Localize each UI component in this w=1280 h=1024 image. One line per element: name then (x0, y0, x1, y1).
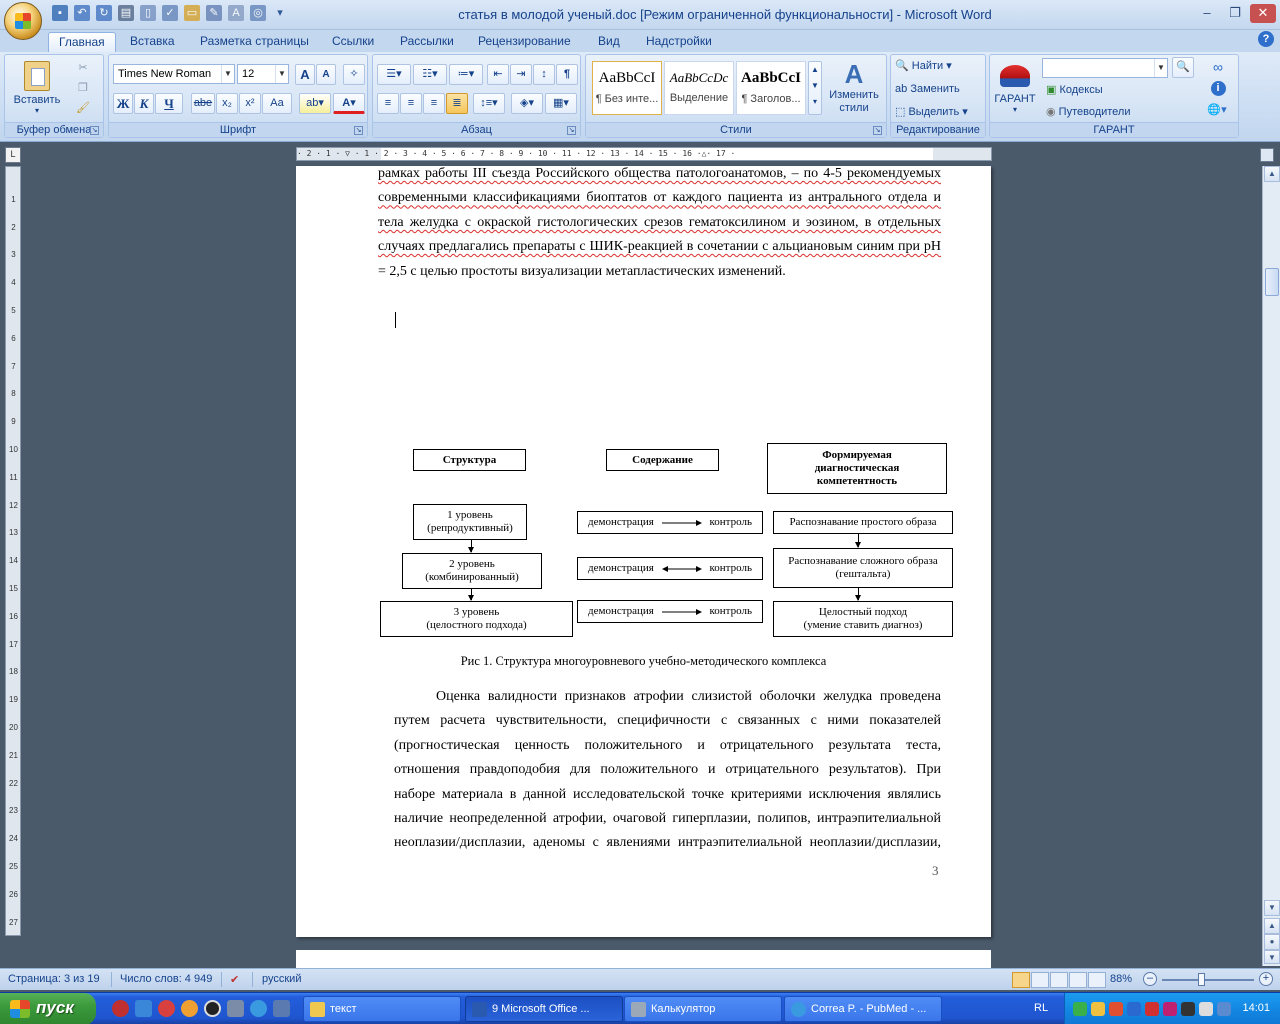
status-language[interactable]: русский (262, 973, 302, 985)
open-icon[interactable]: ▭ (184, 5, 200, 21)
ribbon-tabs (0, 30, 1280, 52)
vertical-ruler-tick: 8 (11, 389, 16, 399)
numbering-icon[interactable]: ☷▾ (413, 64, 447, 85)
style-name: ¶ Заголов... (741, 93, 801, 105)
tab-review[interactable]: Рецензирование (478, 34, 571, 48)
shading-icon[interactable]: ◈▾ (511, 93, 543, 114)
window-controls (1194, 4, 1276, 23)
spelling-icon[interactable]: ✓ (162, 5, 178, 21)
paste-icon (24, 61, 50, 91)
text-line: тела желудка с окраской гистологических срезов гематоксилином и эозином, в отдельных (378, 214, 941, 230)
draft-view-icon[interactable] (1088, 972, 1106, 988)
vertical-ruler-tick: 3 (11, 250, 16, 260)
text-line: наличие неопределенной атрофии, очаговой гиперплазии, полипов, интраэпителиальной (394, 811, 941, 827)
text-line: Оценка валидности признаков атрофии слизистой оболочки желудка проведена (436, 689, 941, 704)
styles-launcher-icon[interactable]: ↘ (874, 127, 881, 134)
competence-subtitle: (умение ставить диагноз) (803, 619, 923, 631)
arrow-right-icon (662, 608, 702, 616)
scroll-up-icon[interactable]: ▲ (1264, 166, 1280, 182)
vertical-ruler-tick: 22 (9, 778, 18, 788)
borders-icon[interactable]: ▦▾ (545, 93, 577, 114)
language-indicator[interactable]: RL (1034, 1002, 1049, 1014)
content-left: демонстрация (588, 605, 654, 617)
tab-mailings[interactable]: Рассылки (400, 34, 454, 48)
style-name: Выделение (669, 92, 729, 104)
help-icon[interactable]: ? (1258, 31, 1274, 47)
status-bar (0, 968, 1280, 990)
print-icon[interactable]: ▤ (118, 5, 134, 21)
competence-subtitle: (гештальта) (835, 568, 891, 580)
vertical-ruler-tick: 19 (9, 695, 18, 705)
windows-logo-icon (10, 1000, 30, 1018)
style-sample: AaBbCcI (598, 70, 656, 86)
replace-icon: ab (895, 83, 908, 95)
cut-icon[interactable]: ✂ (78, 62, 88, 74)
view-ruler-icon[interactable] (1260, 148, 1274, 162)
garant-group-label: ГАРАНТ (990, 122, 1238, 137)
clipboard-launcher-icon[interactable]: ↘ (91, 127, 98, 134)
paragraph-bottom (394, 685, 941, 856)
tab-insert[interactable]: Вставка (130, 34, 175, 48)
bold-button[interactable]: Ж (113, 93, 133, 114)
browse-object-icon[interactable]: ● (1264, 934, 1280, 950)
guides-icon: ◉ (1046, 106, 1056, 118)
word-icon (472, 1002, 487, 1017)
content-left: демонстрация (588, 562, 654, 574)
format-icon[interactable]: A (228, 5, 244, 21)
vertical-ruler-tick: 5 (11, 306, 16, 315)
previous-page-icon[interactable]: ▲ (1264, 918, 1280, 934)
codes-icon: ▣ (1046, 84, 1057, 96)
tab-addins[interactable]: Надстройки (646, 34, 712, 48)
editing-group-label: Редактирование (891, 122, 985, 137)
document-page[interactable] (296, 166, 991, 937)
full-screen-reading-icon[interactable] (1031, 972, 1049, 988)
competence-title: Распознавание простого образа (789, 516, 937, 528)
line-spacing-icon[interactable]: ↕≡▾ (473, 93, 505, 114)
find-button[interactable]: 🔍 Найти ▾ (895, 60, 952, 72)
next-page-icon[interactable]: ▼ (1264, 950, 1280, 964)
vertical-ruler-tick: 6 (11, 333, 16, 343)
justify-icon[interactable]: ≣ (446, 93, 468, 114)
text-line: рамках работы III съезда Российского общества патологоанатомов, – по 4-5 рекомендуемых (378, 166, 941, 181)
font-size-select[interactable] (237, 64, 289, 84)
clipboard-group (4, 54, 104, 138)
select-button[interactable]: ⬚ Выделить ▾ (895, 106, 968, 118)
vertical-ruler[interactable] (5, 166, 21, 936)
find-label: Найти (911, 60, 944, 72)
vertical-ruler-tick: 7 (11, 361, 16, 371)
vertical-ruler-tick: 23 (9, 806, 18, 816)
style-name: ¶ Без инте... (595, 93, 659, 105)
content-row-2 (577, 557, 763, 580)
zoom-in-icon[interactable]: + (1259, 972, 1273, 986)
level-title: 3 уровень (453, 606, 500, 618)
vertical-ruler-tick: 11 (9, 472, 18, 482)
level-title: 2 уровень (449, 558, 495, 570)
vertical-ruler-tick: 27 (9, 917, 18, 927)
align-center-icon[interactable]: ≡ (400, 93, 422, 114)
app-icon[interactable] (135, 1000, 152, 1017)
style-sample: AaBbCcI (740, 70, 801, 86)
vertical-ruler-tick: 17 (9, 639, 18, 649)
task-button-word[interactable] (465, 996, 623, 1022)
vertical-ruler-tick: 13 (9, 528, 18, 538)
format-painter-icon[interactable]: 🖌 (76, 102, 90, 114)
tray-icon[interactable] (1109, 1002, 1123, 1016)
vertical-ruler-tick: 21 (9, 750, 18, 760)
folder-icon (310, 1002, 325, 1017)
zoom-out-icon[interactable]: – (1143, 972, 1157, 986)
change-case-button[interactable]: Aa (262, 93, 292, 114)
vertical-ruler-tick: 4 (11, 278, 16, 288)
start-button[interactable] (0, 993, 96, 1024)
italic-button[interactable]: К (134, 93, 154, 114)
text-line: случаях предлагались препараты с ШИК-реакцией в сочетании с альциановым синим при pH (378, 239, 941, 255)
style-heading[interactable] (736, 61, 806, 115)
task-button-folder[interactable] (303, 996, 461, 1022)
grow-font-button[interactable]: A (295, 64, 315, 85)
sort-icon[interactable]: ↕ (533, 64, 555, 85)
content-row-3 (577, 600, 763, 623)
copy-icon[interactable]: ❐ (78, 82, 88, 94)
text-line: наборе материала в данной исследовательской точке критериями исключения являлись (394, 786, 941, 802)
styles-scroll[interactable]: ▲ ▼ ▾ (808, 61, 822, 115)
zoom-level[interactable]: 88% (1110, 973, 1133, 985)
show-marks-button[interactable]: ¶ (556, 64, 578, 85)
header-line: компетентность (816, 475, 898, 487)
clear-formatting-icon[interactable]: ✧ (343, 64, 365, 85)
figure-caption: Рис 1. Структура многоуровневого учебно-методического комплекса (460, 654, 827, 668)
status-page[interactable]: Страница: 3 из 19 (8, 973, 100, 985)
vertical-scrollbar[interactable] (1262, 166, 1280, 966)
qat-more-icon[interactable]: ▾ (277, 7, 283, 19)
quick-launch (112, 1000, 290, 1017)
font-size-value: 12 (242, 68, 255, 80)
app-icon[interactable] (181, 1000, 198, 1017)
increase-indent-icon[interactable]: ⇥ (510, 64, 532, 85)
header-line: Формируемая (822, 449, 892, 461)
vertical-ruler-tick: 26 (9, 889, 18, 899)
window-title: статья в молодой ученый.doc [Режим ограниченной функциональности] - Microsoft Word (458, 7, 992, 22)
draw-table-icon[interactable]: ✎ (206, 5, 222, 21)
garant-label: ГАРАНТ (994, 93, 1036, 105)
style-emphasis[interactable] (664, 61, 734, 115)
shrink-font-button[interactable]: A (316, 64, 336, 85)
ribbon (0, 52, 1280, 142)
vertical-ruler-tick: 20 (9, 723, 18, 732)
replace-label: Заменить (910, 83, 960, 95)
decrease-indent-icon[interactable]: ⇤ (487, 64, 509, 85)
tab-references[interactable]: Ссылки (332, 34, 375, 48)
style-sample: AaBbCcDc (669, 70, 729, 85)
tray-icon[interactable] (1073, 1002, 1087, 1016)
paste-button[interactable]: Вставить ▾ (13, 59, 61, 117)
arrow-down-icon (471, 589, 472, 600)
zoom-slider[interactable] (1162, 979, 1254, 981)
system-tray (1064, 993, 1280, 1024)
level-subtitle: (целостного подхода) (426, 619, 527, 631)
competence-title: Распознавание сложного образа (788, 555, 938, 567)
level-box-1 (413, 504, 527, 540)
diagram-header-competence (767, 443, 947, 494)
superscript-button[interactable]: x² (239, 93, 261, 114)
strikethrough-button[interactable]: abe (191, 93, 215, 114)
internet-explorer-icon[interactable] (250, 1000, 267, 1017)
new-document-icon[interactable]: ▯ (140, 5, 156, 21)
header-line: диагностическая (814, 462, 900, 474)
editing-group (890, 54, 986, 138)
text-line: отношения правдоподобия для положительного и отрицательного результатов). При (394, 762, 941, 778)
vertical-ruler-tick: 18 (9, 667, 18, 677)
task-label: текст (330, 1003, 357, 1015)
link-icon[interactable]: ∞ (1213, 59, 1223, 75)
horizontal-ruler[interactable] (296, 147, 992, 161)
font-family-select[interactable] (113, 64, 235, 84)
network-icon[interactable] (1217, 1002, 1231, 1016)
tab-view[interactable]: Вид (598, 34, 620, 48)
competence-box-2 (773, 548, 953, 588)
minimize-button[interactable]: – (1203, 5, 1211, 20)
codes-label: Кодексы (1059, 84, 1103, 96)
underline-button[interactable]: Ч (155, 93, 183, 114)
start-label: пуск (36, 998, 74, 1017)
align-left-icon[interactable]: ≡ (377, 93, 399, 114)
highlight-icon[interactable]: ab▾ (299, 93, 331, 114)
competence-title: Целостный подход (818, 606, 908, 618)
taskbar (0, 992, 1280, 1024)
chevron-down-icon: ▼ (1154, 59, 1167, 77)
task-button-calculator[interactable] (624, 996, 782, 1022)
web-layout-icon[interactable] (1050, 972, 1068, 988)
tray-icon[interactable] (1181, 1002, 1195, 1016)
level-title: 1 уровень (447, 509, 493, 521)
style-no-spacing[interactable] (592, 61, 662, 115)
tray-icon[interactable] (1127, 1002, 1141, 1016)
opera-icon[interactable] (112, 1000, 129, 1017)
level-box-3 (380, 601, 573, 637)
ruler-ticks: · 2 · 1 · ▽ · 1 · 2 · 3 · 4 · 5 · 6 · 7 · 8 · 9 · 10 · 11 · 12 · 13 · 14 · 15 · 16 ·△· 17 · (297, 149, 736, 158)
vertical-ruler-tick: 9 (11, 417, 16, 427)
binoculars-icon: 🔍 (895, 60, 909, 72)
garant-search-icon[interactable]: 🔍 (1172, 57, 1194, 78)
content-left: демонстрация (588, 516, 654, 528)
arrow-bidirectional-icon (662, 565, 702, 573)
guides-button[interactable] (1046, 105, 1131, 118)
text-line: путем расчета чувствительности, специфичности с связанных с ними показателей (394, 713, 941, 729)
font-family-value: Times New Roman (118, 68, 212, 80)
close-button[interactable]: ✕ (1250, 4, 1276, 23)
clipboard-group-label: Буфер обмена (5, 122, 103, 137)
codes-button[interactable] (1046, 83, 1103, 96)
volume-icon[interactable] (1199, 1002, 1213, 1016)
garant-search-input[interactable] (1042, 58, 1168, 78)
level-box-2 (402, 553, 542, 589)
clock: 14:01 (1242, 1002, 1270, 1014)
font-color-icon[interactable]: A▾ (333, 93, 365, 114)
vertical-ruler-tick: 1 (11, 194, 16, 204)
task-button-browser[interactable] (784, 996, 942, 1022)
calculator-icon (631, 1002, 646, 1017)
globe-icon[interactable]: 🌐▾ (1207, 104, 1227, 116)
competence-box-1 (773, 511, 953, 534)
content-right: контроль (709, 605, 752, 617)
vertical-ruler-tick: 15 (9, 584, 18, 593)
diagram-header-content: Содержание (606, 449, 719, 471)
tray-icon[interactable] (1145, 1002, 1159, 1016)
vertical-ruler-tick: 16 (9, 611, 18, 621)
content-row-1 (577, 511, 763, 534)
change-styles-button[interactable] (824, 59, 884, 119)
scroll-down-icon[interactable]: ▼ (1264, 900, 1280, 916)
garant-logo-icon (1000, 65, 1030, 87)
app-icon[interactable] (273, 1000, 290, 1017)
guides-label: Путеводители (1058, 106, 1131, 118)
status-word-count[interactable]: Число слов: 4 949 (120, 973, 213, 985)
arrow-down-icon (471, 540, 472, 552)
garant-group (989, 54, 1239, 138)
paragraph-launcher-icon[interactable]: ↘ (568, 127, 575, 134)
vertical-ruler-tick: 2 (11, 222, 16, 232)
task-label: 9 Microsoft Office ... (492, 1003, 590, 1015)
arrow-down-icon (858, 588, 859, 600)
level-subtitle: (комбинированный) (425, 571, 519, 583)
undo-icon[interactable]: ↶ (74, 5, 90, 21)
diagram-header-structure: Структура (413, 449, 526, 471)
multilevel-list-icon[interactable]: ≔▾ (449, 64, 483, 85)
redo-icon[interactable]: ↻ (96, 5, 112, 21)
text-line: = 2,5 с целью простоты визуализации метапластических изменений. (378, 263, 786, 279)
print-layout-view-icon[interactable] (1012, 972, 1030, 988)
replace-button[interactable] (895, 83, 960, 95)
media-icon[interactable] (158, 1000, 175, 1017)
vertical-ruler-tick: 10 (9, 445, 18, 454)
next-page[interactable] (296, 950, 991, 970)
chevron-down-icon: ▼ (275, 65, 288, 83)
zoom-slider-handle[interactable] (1198, 973, 1205, 986)
tray-icon[interactable] (1163, 1002, 1177, 1016)
tray-icon[interactable] (1091, 1002, 1105, 1016)
font-launcher-icon[interactable]: ↘ (355, 127, 362, 134)
arrow-down-icon (858, 534, 859, 547)
content-right: контроль (709, 516, 752, 528)
paragraph-group (372, 54, 581, 138)
competence-box-3 (773, 601, 953, 637)
arrow-right-icon (662, 519, 702, 527)
vertical-ruler-tick: 14 (9, 556, 18, 566)
show-all-icon[interactable]: ◎ (250, 5, 266, 21)
tab-home[interactable]: Главная (48, 32, 116, 52)
office-button[interactable] (4, 2, 42, 40)
paragraph-group-label: Абзац (373, 122, 580, 137)
paste-label: Вставить (13, 94, 61, 106)
save-icon[interactable]: ▪ (52, 5, 68, 21)
task-label: Correa P. - PubMed - ... (811, 1003, 927, 1015)
restore-button[interactable]: ❐ (1229, 5, 1241, 20)
text-line: (прогностическая ценность положительного и отрицательного результата теста, (394, 737, 941, 753)
content-right: контроль (709, 562, 752, 574)
font-group-label: Шрифт (109, 122, 367, 137)
text-line: современными классификациями биоптатов от каждого пациента из антрального отдела и (378, 190, 941, 206)
tab-selector-icon[interactable]: L (5, 147, 21, 163)
tab-page-layout[interactable]: Разметка страницы (200, 34, 309, 48)
paragraph-top (378, 162, 941, 284)
bullets-icon[interactable]: ☰▾ (377, 64, 411, 85)
chevron-down-icon: ▼ (221, 65, 234, 83)
internet-explorer-icon (791, 1002, 806, 1017)
styles-group-label: Стили (586, 122, 886, 137)
styles-group (585, 54, 887, 138)
subscript-button[interactable]: x₂ (216, 93, 238, 114)
outline-view-icon[interactable] (1069, 972, 1087, 988)
select-icon: ⬚ (895, 106, 906, 118)
info-icon[interactable]: i (1208, 81, 1228, 96)
vertical-ruler-tick: 12 (9, 500, 18, 510)
select-label: Выделить (908, 106, 960, 118)
page-number: 3 (932, 863, 939, 878)
title-bar (0, 0, 1280, 30)
change-styles-label: Изменить стили (829, 89, 879, 114)
vertical-ruler-tick: 24 (9, 834, 18, 844)
text-line: неоплазии/дисплазии, аденомы с явлениями интраэпителиальной неоплазии/дисплазии, (394, 835, 941, 851)
change-styles-icon: A (844, 59, 864, 89)
app-icon[interactable] (227, 1000, 244, 1017)
proofing-icon[interactable]: ✔ (230, 974, 240, 986)
task-label: Калькулятор (651, 1003, 716, 1015)
vertical-ruler-tick: 25 (9, 862, 18, 871)
garant-button[interactable]: ГАРАНТ ▾ (992, 59, 1038, 119)
level-subtitle: (репродуктивный) (427, 522, 513, 534)
align-right-icon[interactable]: ≡ (423, 93, 445, 114)
camera-icon[interactable] (204, 1000, 221, 1017)
font-group (108, 54, 368, 138)
text-cursor (395, 312, 396, 328)
scroll-thumb[interactable] (1265, 268, 1279, 296)
